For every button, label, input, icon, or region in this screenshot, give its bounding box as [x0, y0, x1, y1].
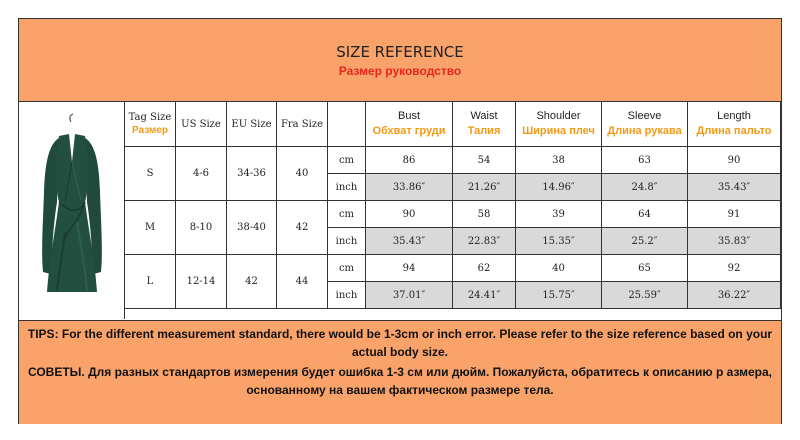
- unit-cell: cm: [328, 147, 366, 174]
- unit-cell: cm: [328, 255, 366, 282]
- sleeve-cell: 24.8″: [602, 174, 688, 201]
- length-cell: 36.22″: [688, 282, 781, 309]
- bust-cell: 90: [366, 201, 453, 228]
- shoulder-cell: 15.75″: [516, 282, 602, 309]
- shoulder-cell: 39: [516, 201, 602, 228]
- shoulder-cell: 15.35″: [516, 228, 602, 255]
- table-row: [125, 255, 781, 282]
- waist-cell: 62: [453, 255, 516, 282]
- green-dress-icon: [19, 102, 124, 319]
- waist-cell: 22.83″: [453, 228, 516, 255]
- fra-size-cell: 42: [277, 201, 328, 255]
- waist-cell: 54: [453, 147, 516, 174]
- header-length: Length Длина пальто: [688, 102, 781, 147]
- header-unit: [328, 102, 366, 147]
- table-row: [125, 147, 781, 174]
- us-size-cell: 4-6: [176, 147, 227, 201]
- fra-size-cell: 44: [277, 255, 328, 309]
- size-table: [124, 101, 781, 309]
- length-cell: 91: [688, 201, 781, 228]
- size-chart: [18, 18, 782, 424]
- tag-size-cell: M: [125, 201, 176, 255]
- header-eu-size: EU Size: [227, 102, 277, 147]
- eu-size-cell: 38-40: [227, 201, 277, 255]
- eu-size-cell: 42: [227, 255, 277, 309]
- title-russian: Размер руководство: [338, 64, 462, 78]
- shoulder-cell: 14.96″: [516, 174, 602, 201]
- sleeve-cell: 63: [602, 147, 688, 174]
- shoulder-cell: 38: [516, 147, 602, 174]
- sleeve-cell: 25.2″: [602, 228, 688, 255]
- tag-size-cell: L: [125, 255, 176, 309]
- header-tag-size: Tag Size Размер: [125, 102, 176, 147]
- header-us-size: US Size: [176, 102, 227, 147]
- waist-cell: 58: [453, 201, 516, 228]
- us-size-cell: 8-10: [176, 201, 227, 255]
- length-cell: 35.43″: [688, 174, 781, 201]
- tips-panel: [19, 320, 781, 424]
- tips-english: TIPS: For the different measurement standard, there would be 1-3cm or inch error. Please refer to the size reference based on your actual body size.: [27, 327, 773, 359]
- title-english: SIZE REFERENCE: [336, 43, 464, 61]
- shoulder-cell: 40: [516, 255, 602, 282]
- eu-size-cell: 34-36: [227, 147, 277, 201]
- fra-size-cell: 40: [277, 147, 328, 201]
- tips-russian: СОВЕТЫ. Для разных стандартов измерения будет ошибка 1-3 см или дюйм. Пожалуйста, обратитесь к описанию р азмера, основанному на вашем фактическом размере тела.: [27, 365, 772, 397]
- table-row: [125, 201, 781, 228]
- sleeve-cell: 64: [602, 201, 688, 228]
- tag-size-cell: S: [125, 147, 176, 201]
- unit-cell: cm: [328, 201, 366, 228]
- length-cell: 90: [688, 147, 781, 174]
- header-sleeve: Sleeve Длина рукава: [602, 102, 688, 147]
- sleeve-cell: 25.59″: [602, 282, 688, 309]
- bust-cell: 37.01″: [366, 282, 453, 309]
- sleeve-cell: 65: [602, 255, 688, 282]
- unit-cell: inch: [328, 282, 366, 309]
- length-cell: 92: [688, 255, 781, 282]
- header-fra-size: Fra Size: [277, 102, 328, 147]
- size-chart-header: [19, 19, 781, 102]
- bust-cell: 94: [366, 255, 453, 282]
- unit-cell: inch: [328, 228, 366, 255]
- bust-cell: 35.43″: [366, 228, 453, 255]
- dress-photo: [19, 102, 125, 319]
- waist-cell: 24.41″: [453, 282, 516, 309]
- us-size-cell: 12-14: [176, 255, 227, 309]
- bust-cell: 33.86″: [366, 174, 453, 201]
- length-cell: 35.83″: [688, 228, 781, 255]
- header-bust: Bust Обхват груди: [366, 102, 453, 147]
- table-header-row: [125, 102, 781, 147]
- waist-cell: 21.26″: [453, 174, 516, 201]
- unit-cell: inch: [328, 174, 366, 201]
- bust-cell: 86: [366, 147, 453, 174]
- header-waist: Waist Талия: [453, 102, 516, 147]
- header-shoulder: Shoulder Ширина плеч: [516, 102, 602, 147]
